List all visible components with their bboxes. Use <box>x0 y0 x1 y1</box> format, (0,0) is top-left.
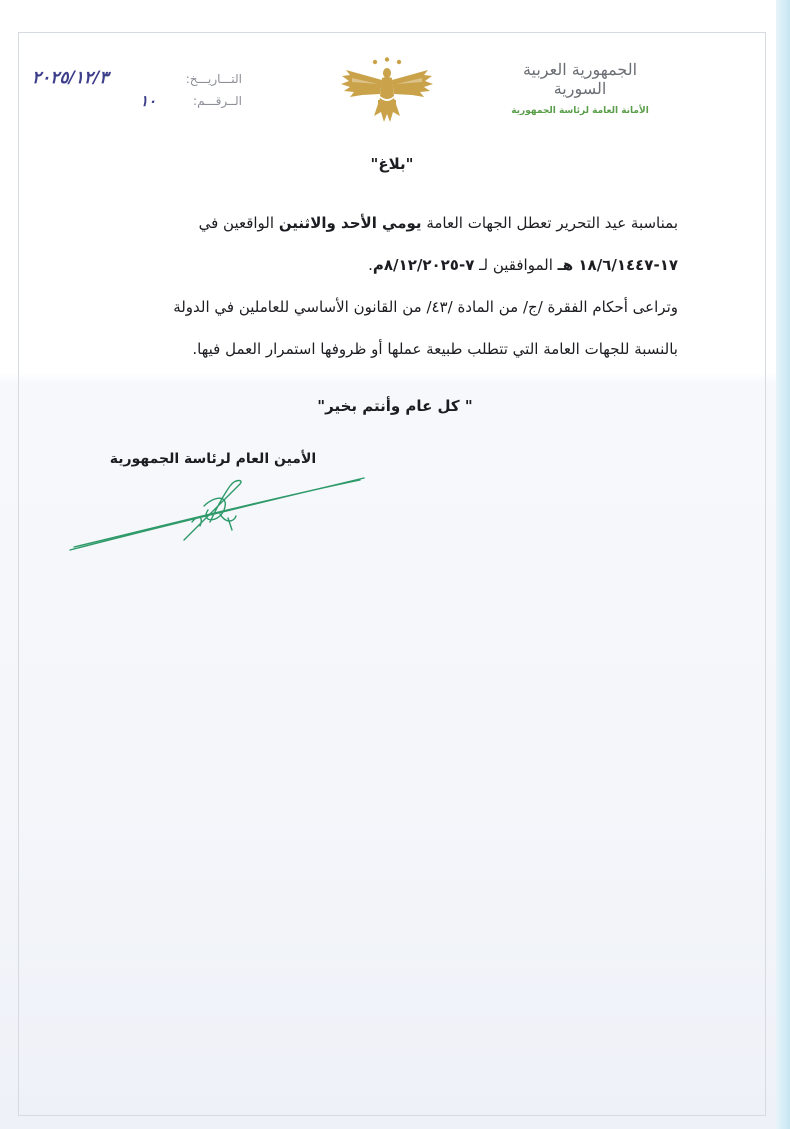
government-heading <box>500 60 660 116</box>
eagle-emblem-icon <box>338 56 436 126</box>
page-edge-stripe <box>776 0 790 1129</box>
reference-value: ١٠ <box>140 92 157 110</box>
gregorian-dates: ٧-٨/١٢/٢٠٢٥م <box>372 256 475 274</box>
greeting: " كل عام وأنتم بخير" <box>317 397 473 415</box>
paragraph-2-line-2: بالنسبة للجهات العامة التي تتطلب طبيعة عملها أو ظروفها استمرار العمل فيها. <box>192 340 678 358</box>
date-value: ٢٠٢٥/١٢/٣ <box>32 68 109 88</box>
announcement-title: "بلاغ" <box>370 155 414 173</box>
department-name: الأمانة العامة لرئاسة الجمهورية <box>511 106 649 116</box>
paragraph-1-line-2-end: . <box>368 256 373 274</box>
reference-label: الــرقـــم: <box>193 94 242 108</box>
paragraph-1-line-1-tail: الواقعين في <box>198 214 279 232</box>
handwritten-signature <box>64 470 374 560</box>
holiday-days: يومي الأحد والاثنين <box>278 214 422 232</box>
date-label: التـــاريـــخ: <box>185 72 242 86</box>
paragraph-2-line-1: وتراعى أحكام الفقرة /ج/ من المادة /٤٣/ من القانون الأساسي للعاملين في الدولة <box>173 298 678 316</box>
government-name: الجمهورية العربية السورية <box>522 60 638 98</box>
date-reference-block <box>28 64 248 114</box>
paragraph-1-line-1-text: بمناسبة عيد التحرير تعطل الجهات العامة <box>421 214 678 232</box>
hijri-dates: ١٧-١٨/٦/١٤٤٧ هـ <box>557 256 678 274</box>
document-frame <box>18 32 766 1116</box>
paragraph-1-line-1 <box>199 214 678 233</box>
paragraph-1-line-2-text: الموافقين لـ <box>474 256 558 274</box>
title-wrap <box>126 154 678 173</box>
paragraph-1-line-2 <box>368 256 678 275</box>
signatory-title: الأمين العام لرئاسة الجمهورية <box>109 451 317 467</box>
